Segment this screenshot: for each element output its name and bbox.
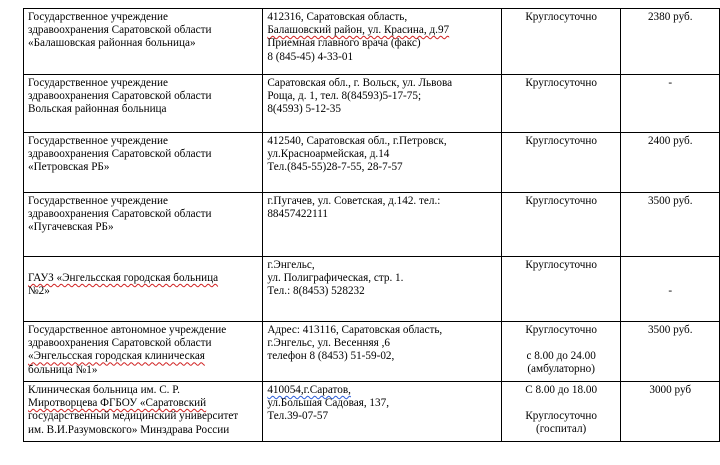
- institution-address: Адрес: 413116, Саратовская область, г.Энгельс, ул. Весенняя ,6 телефон 8 (8453) 51-59-02,: [263, 322, 501, 382]
- institution-address: г.Пугачев, ул. Советская, д.142. тел.: 88457422111: [263, 193, 501, 257]
- price: 3500 руб.: [621, 322, 720, 382]
- working-hours: Круглосуточно: [501, 9, 621, 75]
- institution-address: Саратовская обл., г. Вольск, ул. Львова Роща, д. 1, тел. 8(84593)5-17-75; 8(4593) 5-12-35: [263, 75, 501, 133]
- price: 3000 руб: [621, 382, 720, 442]
- price: 3500 руб.: [621, 193, 720, 257]
- table-row: [24, 133, 720, 193]
- institution-address: 410054,г.Саратов, ул.Большая Садовая, 137, Тел.39-07-57: [263, 382, 501, 442]
- institution-name: ГАУЗ «Энгельсская городская больница №2»: [24, 257, 263, 322]
- institution-name: Государственное учреждение здравоохранения Саратовской области Вольская районная больница: [24, 75, 263, 133]
- price: -: [621, 75, 720, 133]
- institution-address: 412540, Саратовская обл., г.Петровск, ул.Красноармейская, д.14 Тел.(845-55)28-7-55, 28-7-57: [263, 133, 501, 193]
- working-hours: Круглосуточно: [501, 193, 621, 257]
- table-row: [24, 9, 720, 75]
- working-hours: Круглосуточно: [501, 257, 621, 322]
- hospital-table: [23, 8, 720, 442]
- institution-name-line: ГАУЗ «Энгельсская городская больница: [28, 272, 219, 284]
- working-hours: Круглосуточно: [501, 75, 621, 133]
- table-row: [24, 382, 720, 442]
- institution-name: Государственное учреждение здравоохранения Саратовской области «Балашовская районная больница»: [24, 9, 263, 75]
- price: -: [621, 257, 720, 322]
- working-hours: Круглосуточно: [501, 133, 621, 193]
- institution-name: Государственное учреждение здравоохранения Саратовской области «Пугачевская РБ»: [24, 193, 263, 257]
- working-hours: Круглосуточно с 8.00 до 24.00 (амбулаторно): [501, 322, 621, 382]
- table-row: [24, 75, 720, 133]
- institution-name: Государственное учреждение здравоохранения Саратовской области «Петровская РБ»: [24, 133, 263, 193]
- institution-name: Государственное автономное учреждение здравоохранения Саратовской области «Энгельсская городская клиническая больница №1»: [24, 322, 263, 382]
- table-row: [24, 193, 720, 257]
- table-row: [24, 257, 720, 322]
- price: 2400 руб.: [621, 133, 720, 193]
- table-row: [24, 322, 720, 382]
- price: 2380 руб.: [621, 9, 720, 75]
- institution-name: Клиническая больница им. С. Р. Миротворцева ФГБОУ «Саратовский государственный медицинский университет им. В.И.Разумовского» Минздрава России: [24, 382, 263, 442]
- institution-address: г.Энгельс, ул. Полиграфическая, стр. 1. Тел.: 8(8453) 528232: [263, 257, 501, 322]
- working-hours: С 8.00 до 18.00 Круглосуточно (госпитал): [501, 382, 621, 442]
- institution-address: 412316, Саратовская область, Балашовский район, ул. Красина, д.97 Приемная главного врача (факс) 8 (845-45) 4-33-01: [263, 9, 501, 75]
